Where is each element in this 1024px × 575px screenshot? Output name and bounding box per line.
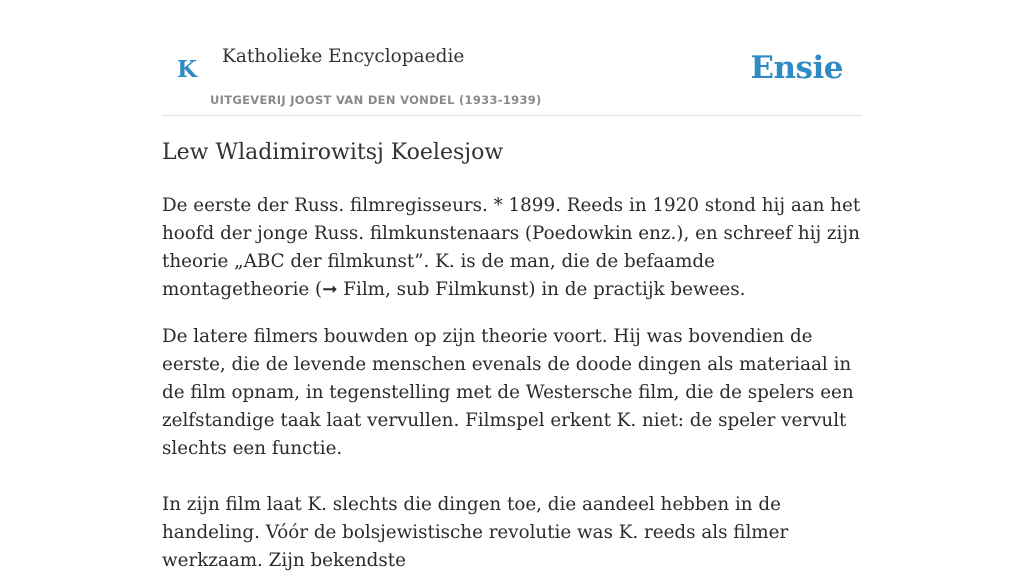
ensie-brand-logo[interactable]: Ensie [750,50,843,86]
encyclopedia-logo-icon[interactable]: K [177,56,197,83]
article-paragraph: In zijn film laat K. slechts die dingen toe, die aandeel hebben in de handeling. Vóór de bolsjewistische revolutie was K. reeds als filmer werkzaam. Zijn bekendste [162,494,789,571]
publisher-subtitle: UITGEVERIJ JOOST VAN DEN VONDEL (1933-1939) [210,93,542,107]
site-header [162,0,862,116]
article-title: Lew Wladimirowitsj Koelesjow [162,140,504,165]
encyclopedia-title-link[interactable]: Katholieke Encyclopaedie [222,46,465,67]
article-body [162,192,862,575]
page-container [162,0,862,571]
article-paragraph: De eerste der Russ. filmregisseurs. * 1899. Reeds in 1920 stond hij aan het hoofd der jonge Russ. filmkunstenaars (Poedowkin enz.), en schreef hij zijn theorie „ABC der filmkunst”. K. is de man, die de befaamde montagetheorie (➞ Film, sub Filmkunst) in de practijk bewees. [162,195,861,300]
article-paragraph: De latere filmers bouwden op zijn theorie voort. Hij was bovendien de eerste, die de levende menschen evenals de doode dingen als materiaal in de film opnam, in tegenstelling met de Westersche film, die de spelers een zelfstandige taak laat vervullen. Filmspel erkent K. niet: de speler vervult slechts een functie. [162,326,854,459]
